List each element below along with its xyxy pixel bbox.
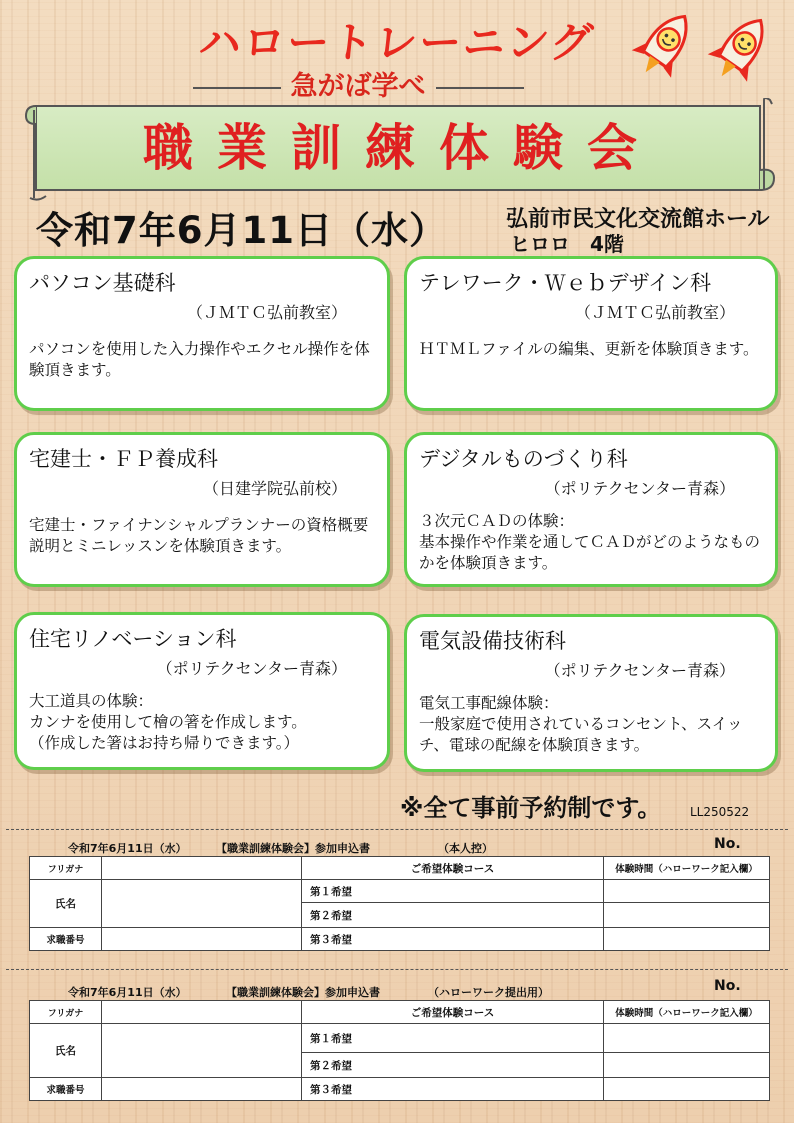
course-name: 電気設備技術科 (419, 629, 566, 653)
form-copy-type: （ハローワーク提出用） (428, 986, 549, 999)
form-copy-type: （本人控） (438, 842, 493, 855)
course-institution: （ポリテクセンター青森） (156, 659, 347, 678)
time-field-first[interactable] (604, 1024, 770, 1053)
course-institution: （ＪＭＴＣ弘前教室） (574, 303, 735, 322)
form-title: 【職業訓練体験会】参加申込書 (226, 986, 380, 999)
event-venue-floor: ヒロロ 4階 (510, 232, 624, 256)
choice-second[interactable]: 第２希望 (302, 903, 604, 928)
time-field-second[interactable] (604, 1053, 770, 1078)
form-number-label: No. (714, 836, 741, 852)
furigana-label: フリガナ (30, 1001, 102, 1024)
choice-second[interactable]: 第２希望 (302, 1053, 604, 1078)
tagline-rule-left (193, 87, 281, 89)
cut-line (6, 969, 788, 970)
tagline-text: 急がば学べ (290, 71, 426, 102)
document-code: LL250522 (690, 805, 750, 819)
event-venue: 弘前市民文化交流館ホール (506, 207, 770, 232)
form-date: 令和7年6月11日（水） (68, 986, 187, 999)
course-description: 電気工事配線体験： 一般家庭で使用されているコンセント、スイッチ、電球の配線を体験頂きます。 (419, 694, 743, 754)
name-field[interactable] (102, 880, 302, 928)
course-card (404, 432, 778, 587)
course-name: 宅建士・ＦＰ養成科 (29, 447, 218, 471)
time-header: 体験時間（ハローワーク記入欄） (604, 1001, 770, 1024)
name-field[interactable] (102, 1024, 302, 1078)
application-form (29, 856, 770, 951)
course-description: 大工道具の体験： カンナを使用して檜の箸を作成します。 （作成した箸はお持ち帰りできます。） (29, 692, 307, 752)
course-description: パソコンを使用した入力操作やエクセル操作を体験頂きます。 (29, 340, 370, 379)
furigana-field[interactable] (102, 1001, 302, 1024)
choice-third[interactable]: 第３希望 (302, 928, 604, 951)
course-card (14, 432, 390, 587)
brand-logo-text: ハロートレーニング (196, 18, 597, 67)
time-field-third[interactable] (604, 928, 770, 951)
name-label: 氏名 (30, 1024, 102, 1078)
form-number-label: No. (714, 978, 741, 994)
furigana-label: フリガナ (30, 857, 102, 880)
rocket-icon (704, 10, 776, 88)
course-header: ご希望体験コース (302, 857, 604, 880)
course-name: デジタルものづくり科 (419, 447, 628, 471)
course-card (14, 612, 390, 770)
course-card (404, 256, 778, 411)
course-card (14, 256, 390, 411)
course-header: ご希望体験コース (302, 1001, 604, 1024)
course-name: 住宅リノベーション科 (29, 627, 237, 651)
jobseeker-number-label: 求職番号 (30, 928, 102, 951)
jobseeker-number-field[interactable] (102, 1078, 302, 1101)
choice-third[interactable]: 第３希望 (302, 1078, 604, 1101)
banner-title: 職業訓練体験会 (143, 118, 661, 177)
name-label: 氏名 (30, 880, 102, 928)
course-description: ＨＴＭＬファイルの編集、更新を体験頂きます。 (419, 340, 759, 358)
course-description: 宅建士・ファイナンシャルプランナーの資格概要説明とミニレッスンを体験頂きます。 (29, 516, 369, 555)
course-card (404, 614, 778, 772)
choice-first[interactable]: 第１希望 (302, 1024, 604, 1053)
form-date: 令和7年6月11日（水） (68, 842, 187, 855)
course-name: テレワーク・Ｗｅｂデザイン科 (419, 271, 712, 295)
course-name: パソコン基礎科 (29, 271, 176, 295)
time-header: 体験時間（ハローワーク記入欄） (604, 857, 770, 880)
time-field-first[interactable] (604, 880, 770, 903)
jobseeker-number-field[interactable] (102, 928, 302, 951)
course-institution: （ＪＭＴＣ弘前教室） (186, 303, 347, 322)
time-field-second[interactable] (604, 903, 770, 928)
jobseeker-number-label: 求職番号 (30, 1078, 102, 1101)
course-institution: （日建学院弘前校） (202, 479, 347, 498)
course-description: ３次元ＣＡＤの体験： 基本操作や作業を通してＣＡＤがどのようなものかを体験頂きます。 (419, 512, 761, 572)
reservation-notice: ※全て事前予約制です。 (400, 794, 662, 822)
time-field-third[interactable] (604, 1078, 770, 1101)
tagline-rule-right (436, 87, 524, 89)
cut-line (6, 829, 788, 830)
course-institution: （ポリテクセンター青森） (544, 479, 735, 498)
form-title: 【職業訓練体験会】参加申込書 (216, 842, 370, 855)
event-date: 令和7年6月11日（水） (36, 209, 447, 252)
choice-first[interactable]: 第１希望 (302, 880, 604, 903)
course-institution: （ポリテクセンター青森） (544, 661, 735, 680)
rocket-icon (628, 6, 700, 84)
furigana-field[interactable] (102, 857, 302, 880)
application-form (29, 1000, 770, 1101)
